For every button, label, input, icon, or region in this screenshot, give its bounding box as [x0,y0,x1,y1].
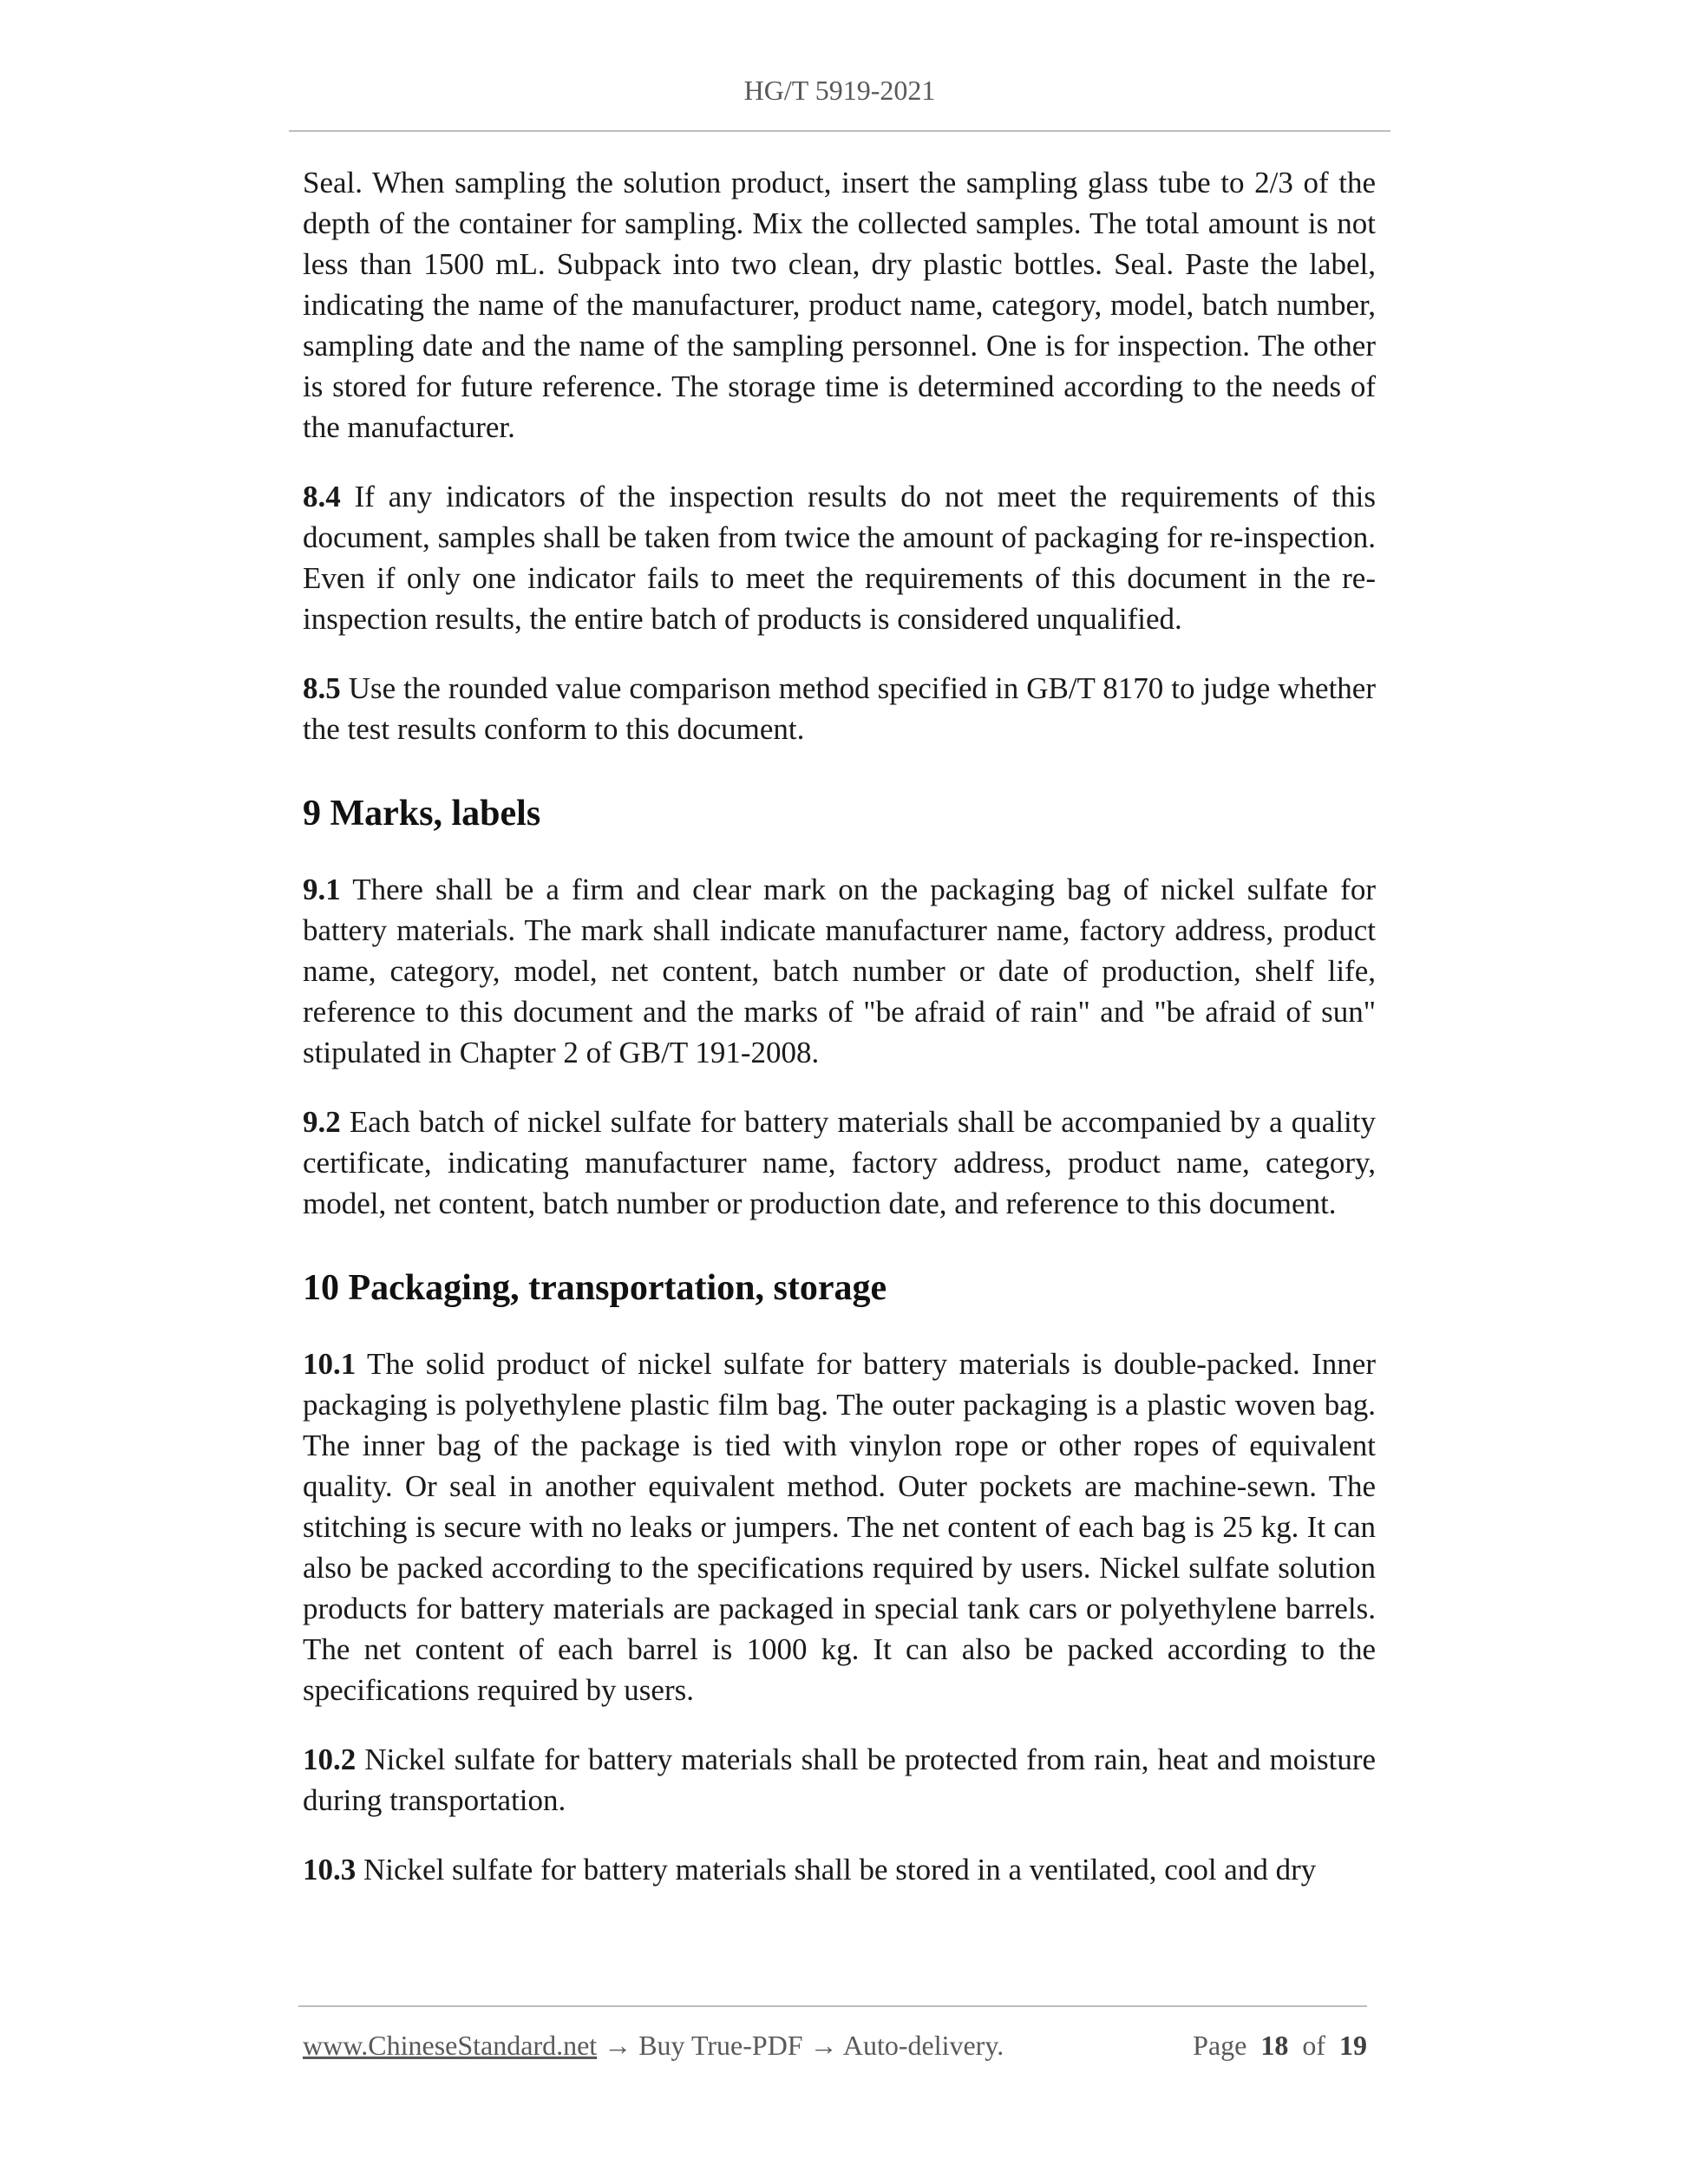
clause-text: There shall be a firm and clear mark on the packaging bag of nickel sulfate for battery materials. The mark shall indicate manufacturer name, factory address, product name, category, model, net content, batch number or date of production, shelf life, reference to this document and the marks of "be afraid of rain" and "be afraid of sun" stipulated in Chapter 2 of GB/T 191-2008. [303,873,1376,1069]
total-pages: 19 [1339,2030,1367,2061]
clause-text: Use the rounded value comparison method specified in GB/T 8170 to judge whether the test results conform to this document. [303,671,1376,746]
clause-number: 8.4 [303,480,341,513]
website-link[interactable]: www.ChineseStandard.net [303,2030,598,2061]
clause-text: If any indicators of the inspection results do not meet the requirements of this document, samples shall be taken from twice the amount of packaging for re-inspection. Even if only one indicator fails to meet the requirements of this document in the re-inspection results, the entire batch of products is considered unqualified. [303,480,1377,636]
clause-number: 10.1 [303,1347,357,1381]
paragraph-continued: Seal. When sampling the solution product, insert the sampling glass tube to 2/3 of the depth of the container for sampling. Mix the collected samples. The total amount is not less than 1500 mL. Subpack into two clean, dry plastic bottles. Seal. Paste the label, indicating the name of the manufacturer, product name, category, model, batch number, sampling date and the name of the sampling personnel. One is for inspection. The other is stored for future reference. The storage time is determined according to the needs of the manufacturer. [303,166,1376,444]
clause-number: 10.2 [303,1743,357,1776]
clause-10-1 [303,1344,1376,1710]
clause-text: Nickel sulfate for battery materials shall be stored in a ventilated, cool and dry [363,1853,1317,1886]
current-page: 18 [1260,2030,1289,2061]
footer-promo-text: → Buy True-PDF → Auto-delivery. [597,2030,1004,2061]
clause-9-1 [303,869,1376,1073]
clause-10-3 [303,1849,1376,1890]
clause-text: Nickel sulfate for battery materials shall be protected from rain, heat and moisture during transportation. [303,1743,1377,1817]
clause-number: 10.3 [303,1853,357,1886]
page-header [289,0,1390,132]
clause-8-5 [303,668,1376,749]
section-heading-10: 10 Packaging, transportation, storage [303,1268,887,1308]
page-content [303,162,1376,1919]
clause-text: The solid product of nickel sulfate for battery materials is double-packed. Inner packaging is polyethylene plastic film bag. The outer packaging is a plastic woven bag. The inner bag of the package is tied with vinylon rope or other ropes of equivalent quality. Or seal in another equivalent method. Outer pockets are machine-sewn. The stitching is secure with no leaks or jumpers. The net content of each bag is 25 kg. It can also be packed according to the specifications required by users. Nickel sulfate solution products for battery materials are packaged in special tank cars or polyethylene barrels. The net content of each barrel is 1000 kg. It can also be packed according to the specifications required by users. [303,1347,1376,1707]
footer-divider [298,2005,1367,2007]
clause-text: Each batch of nickel sulfate for battery materials shall be accompanied by a quality certificate, indicating manufacturer name, factory address, product name, category, model, net content, batch number or production date, and reference to this document. [303,1105,1376,1220]
page-label: Page [1193,2030,1247,2061]
footer-promo [303,2030,1004,2062]
standard-code: HG/T 5919-2021 [743,75,936,106]
clause-8-4 [303,476,1376,639]
clause-10-2 [303,1739,1376,1821]
clause-9-2 [303,1102,1376,1224]
clause-number: 9.1 [303,873,341,906]
clause-number: 9.2 [303,1105,341,1139]
page-indicator [1193,2030,1367,2062]
clause-number: 8.5 [303,671,341,705]
section-heading-9: 9 Marks, labels [303,794,541,834]
of-label: of [1302,2030,1325,2061]
